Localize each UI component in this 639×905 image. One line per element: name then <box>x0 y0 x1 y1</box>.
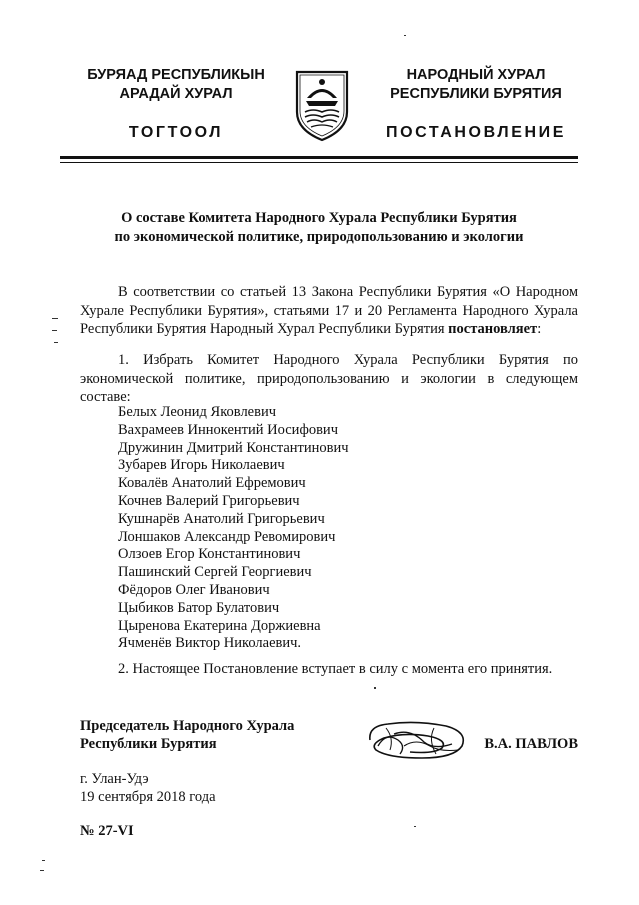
header-rule-thin <box>60 162 578 163</box>
scan-speck <box>52 318 58 319</box>
header-right-line2: РЕСПУБЛИКИ БУРЯТИЯ <box>390 86 562 102</box>
header-right-doc-type: ПОСТАНОВЛЕНИЕ <box>385 124 566 141</box>
scan-speck <box>374 687 376 689</box>
point-1-paragraph: 1. Избрать Комитет Народного Хурала Республики Бурятия по экономической политике, природопользованию и экологии в следующем составе: <box>80 352 578 405</box>
scan-speck <box>414 826 416 827</box>
header-left-line2: АРАДАЙ ХУРАЛ <box>119 86 233 102</box>
member-item: Олзоев Егор Константинович <box>118 546 301 563</box>
member-item: Дружинин Дмитрий Константинович <box>118 439 349 456</box>
preamble-paragraph <box>80 283 578 339</box>
place: г. Улан-Удэ <box>80 771 149 787</box>
scan-speck <box>404 35 406 36</box>
place-and-date <box>80 770 216 806</box>
scan-speck <box>52 330 57 331</box>
title-line1: О составе Комитета Народного Хурала Республики Бурятия <box>121 210 517 226</box>
signatory-position-line1: Председатель Народного Хурала <box>80 718 295 734</box>
handwritten-signature <box>364 716 472 764</box>
scan-speck <box>42 860 45 861</box>
preamble-text: В соответствии со статьей 13 Закона Республики Бурятия «О Народном Хурале Республики Бурятия», статьями 17 и 20 Регламента Народного Хурала Республики Бурятия Народный Хурал Республики Бурятия <box>80 284 578 337</box>
member-item: Зубарев Игорь Николаевич <box>118 457 285 474</box>
point-2-paragraph: 2. Настоящее Постановление вступает в силу с момента его принятия. <box>118 661 553 677</box>
member-item: Пашинский Сергей Георгиевич <box>118 564 312 581</box>
scan-speck <box>54 342 58 343</box>
document-number: № 27-VI <box>80 823 134 839</box>
member-item: Ячменёв Виктор Николаевич. <box>118 635 302 652</box>
header-left-line1: БУРЯАД РЕСПУБЛИКЫН <box>87 67 265 83</box>
signatory-position-line2: Республики Бурятия <box>80 736 217 752</box>
preamble-colon: : <box>537 321 542 337</box>
member-item: Кочнев Валерий Григорьевич <box>118 492 300 509</box>
member-item: Белых Леонид Яковлевич <box>118 404 277 420</box>
header-left-doc-type: ТОГТООЛ <box>128 124 224 141</box>
member-item: Цыренова Екатерина Доржиевна <box>118 617 321 634</box>
member-item: Кушнарёв Анатолий Григорьевич <box>118 510 325 527</box>
header-left-title <box>60 66 292 104</box>
members-list <box>118 404 349 653</box>
title-line2: по экономической политике, природопользованию и экологии <box>114 229 524 245</box>
header-right-title <box>356 66 596 104</box>
header-rule-thick <box>60 156 578 159</box>
preamble-resolves: постановляет <box>448 321 538 337</box>
scan-speck <box>40 870 44 871</box>
signatory-position <box>80 717 294 753</box>
document-title <box>60 209 578 247</box>
member-item: Цыбиков Батор Булатович <box>118 599 280 616</box>
header-right-line1: НАРОДНЫЙ ХУРАЛ <box>406 67 546 83</box>
signatory-name: В.А. ПАВЛОВ <box>484 736 578 752</box>
date: 19 сентября 2018 года <box>80 789 216 805</box>
member-item: Вахрамеев Иннокентий Иосифович <box>118 421 338 438</box>
member-item: Лоншаков Александр Ревомирович <box>118 528 336 545</box>
member-item: Фёдоров Олег Иванович <box>118 581 270 598</box>
member-item: Ковалёв Анатолий Ефремович <box>118 475 306 492</box>
coat-of-arms-icon <box>293 68 351 144</box>
